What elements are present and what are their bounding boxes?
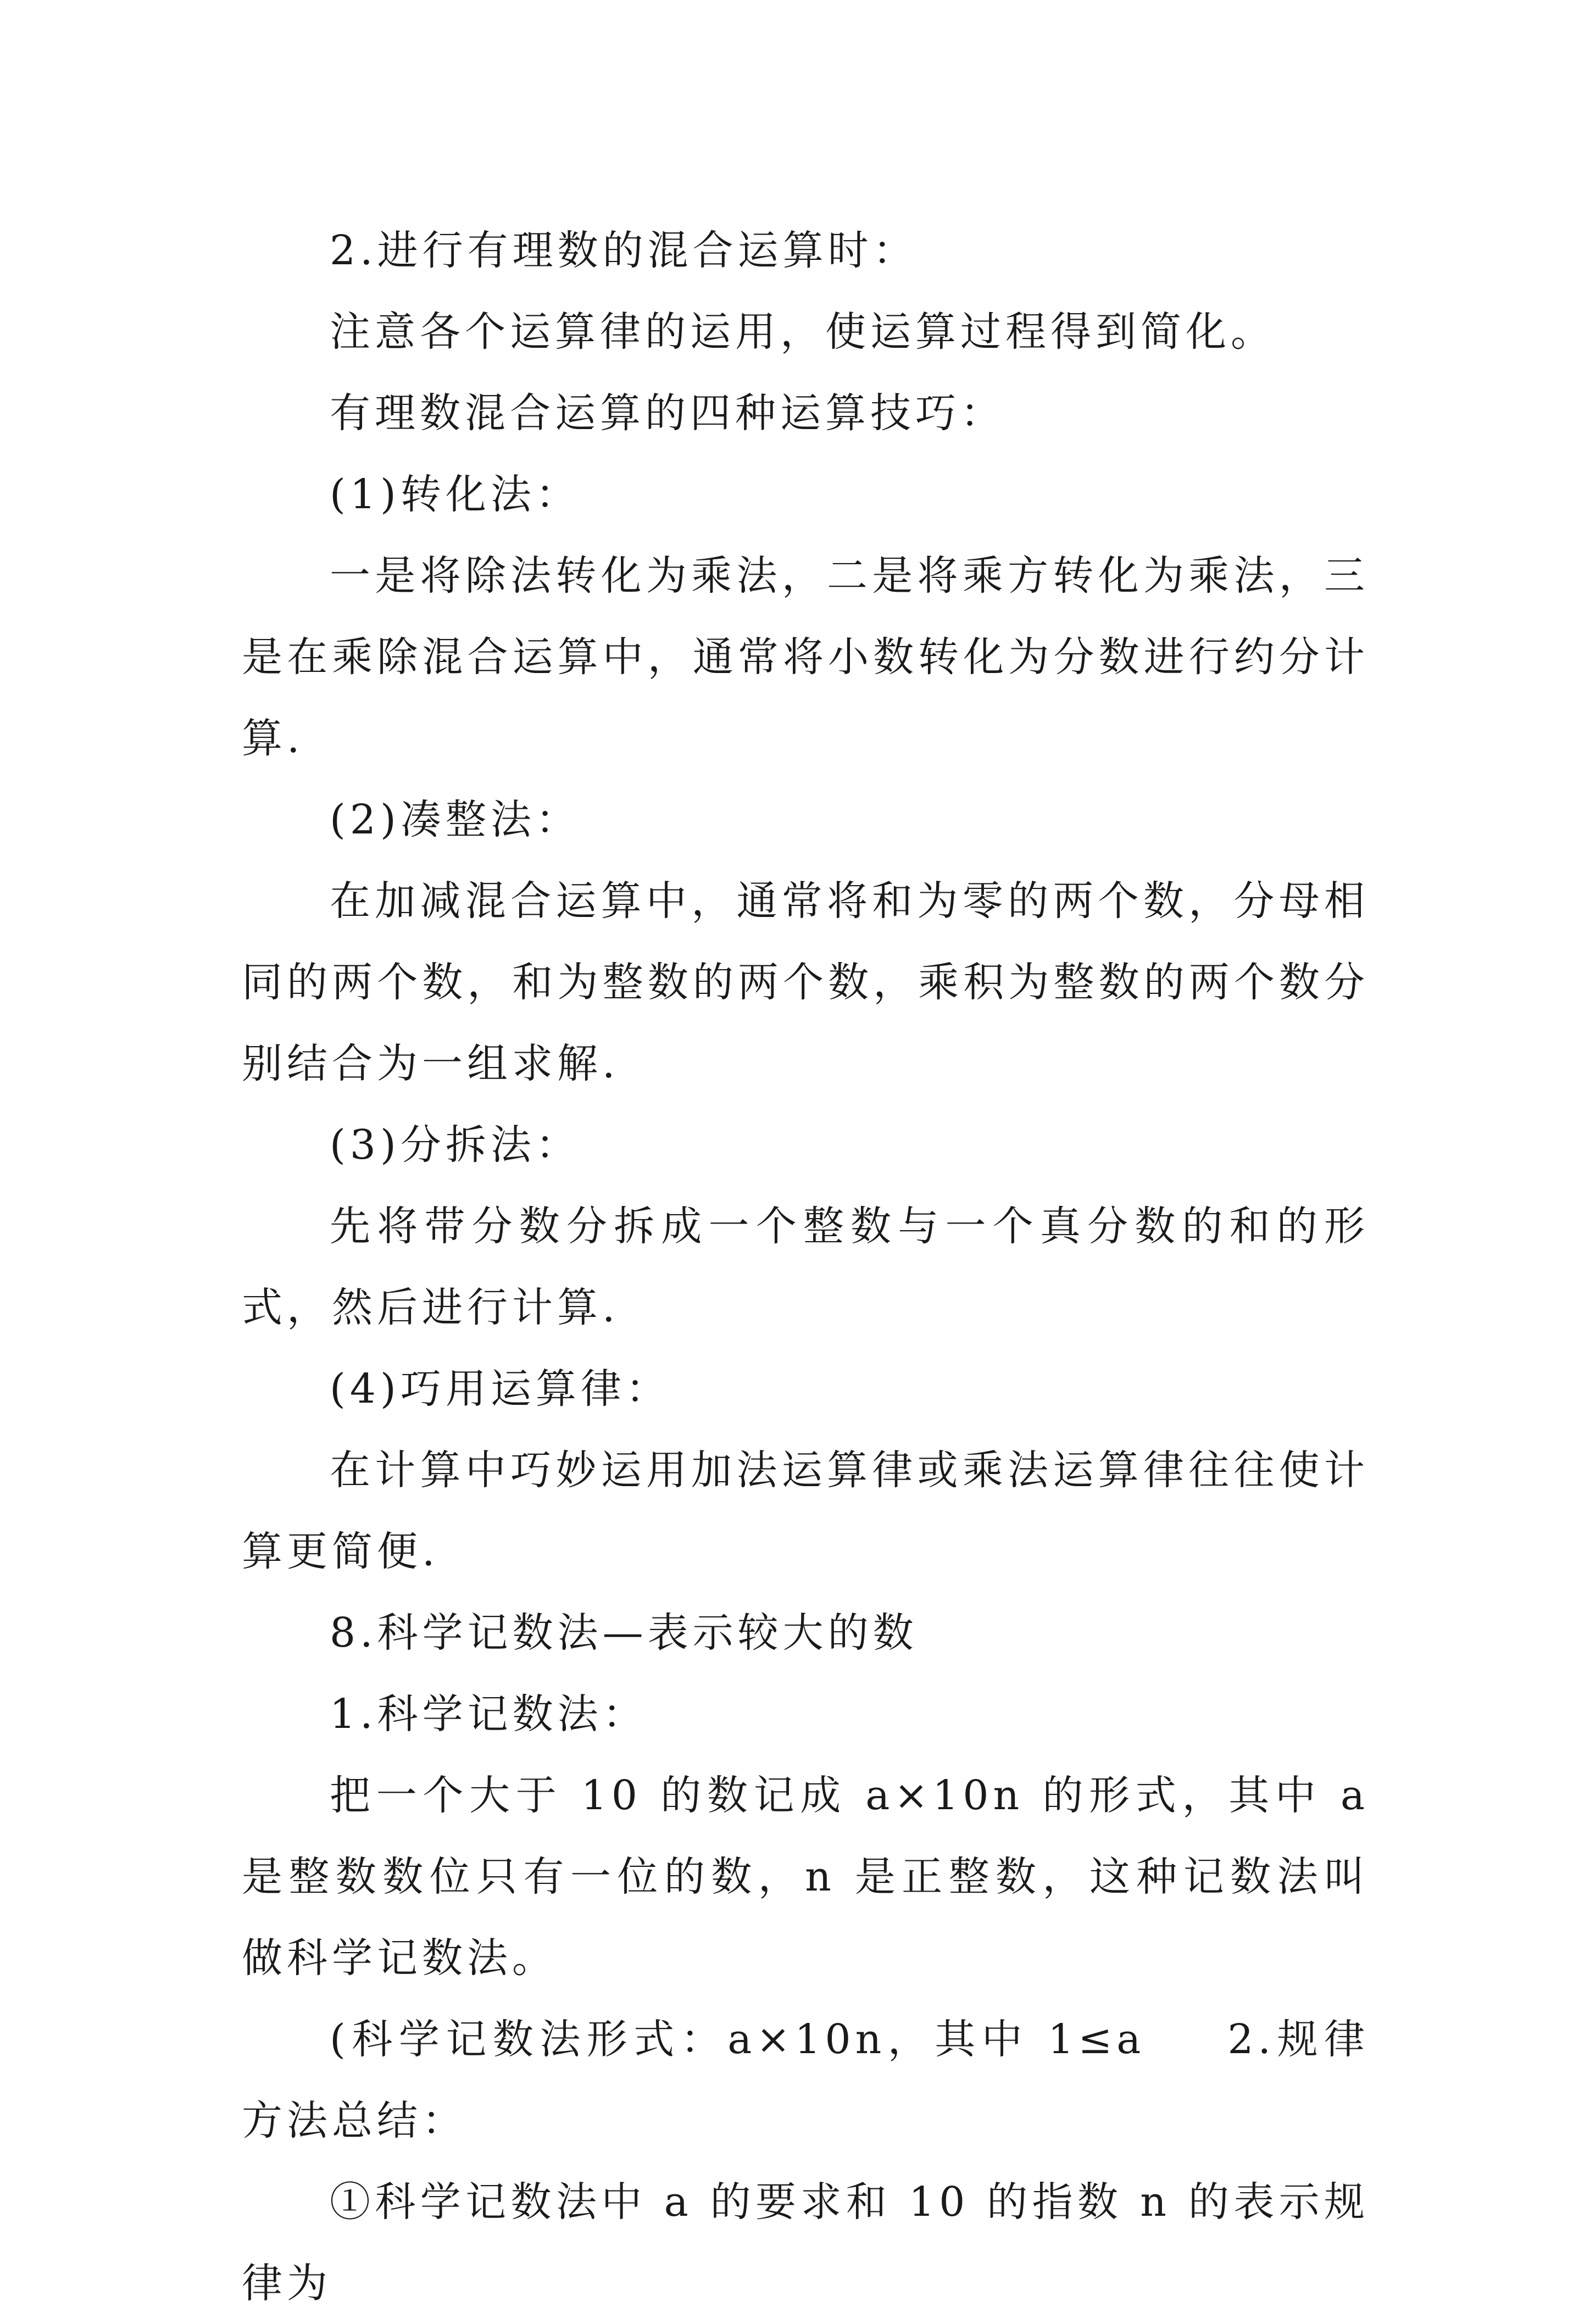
paragraph-5: 一是将除法转化为乘法，二是将乘方转化为乘法，三是在乘除混合运算中，通常将小数转化为分数进行约分计算. bbox=[242, 552, 1369, 762]
paragraph-16: ①科学记数法中 a 的要求和 10 的指数 n 的表示规律为 bbox=[242, 2178, 1369, 2307]
paragraph-9: 先将带分数分拆成一个整数与一个真分数的和的形式，然后进行计算. bbox=[242, 1203, 1369, 1331]
paragraph-8: (3)分拆法： bbox=[330, 1121, 581, 1169]
paragraph-15 bbox=[242, 1999, 1369, 2161]
paragraph-7: 在加减混合运算中，通常将和为零的两个数，分母相同的两个数，和为整数的两个数，乘积为整数的两个数分别结合为一组求解. bbox=[242, 877, 1369, 1087]
paragraph-15-part1: (科学记数法形式：a×10n，其中 1≤a bbox=[330, 2016, 1146, 2063]
document-body bbox=[242, 210, 1369, 2324]
paragraph-12: 8.科学记数法—表示较大的数 bbox=[330, 1609, 918, 1656]
paragraph-13: 1.科学记数法： bbox=[330, 1691, 648, 1738]
paragraph-2: 注意各个运算律的运用，使运算过程得到简化。 bbox=[330, 308, 1276, 355]
paragraph-1: 2.进行有理数的混合运算时： bbox=[330, 227, 918, 274]
paragraph-11: 在计算中巧妙运用加法运算律或乘法运算律往往使计算更简便. bbox=[242, 1447, 1369, 1575]
paragraph-10: (4)巧用运算律： bbox=[330, 1365, 671, 1413]
paragraph-14: 把一个大于 10 的数记成 a×10n 的形式，其中 a 是整数数位只有一位的数，n 是正整数，这种记数法叫做科学记数法。 bbox=[242, 1772, 1369, 1982]
paragraph-3: 有理数混合运算的四种运算技巧： bbox=[330, 390, 1005, 437]
paragraph-15-part2: 2.规律方法总结： bbox=[242, 2016, 1369, 2144]
paragraph-6: (2)凑整法： bbox=[330, 796, 581, 843]
paragraph-4: (1)转化法： bbox=[330, 471, 581, 518]
